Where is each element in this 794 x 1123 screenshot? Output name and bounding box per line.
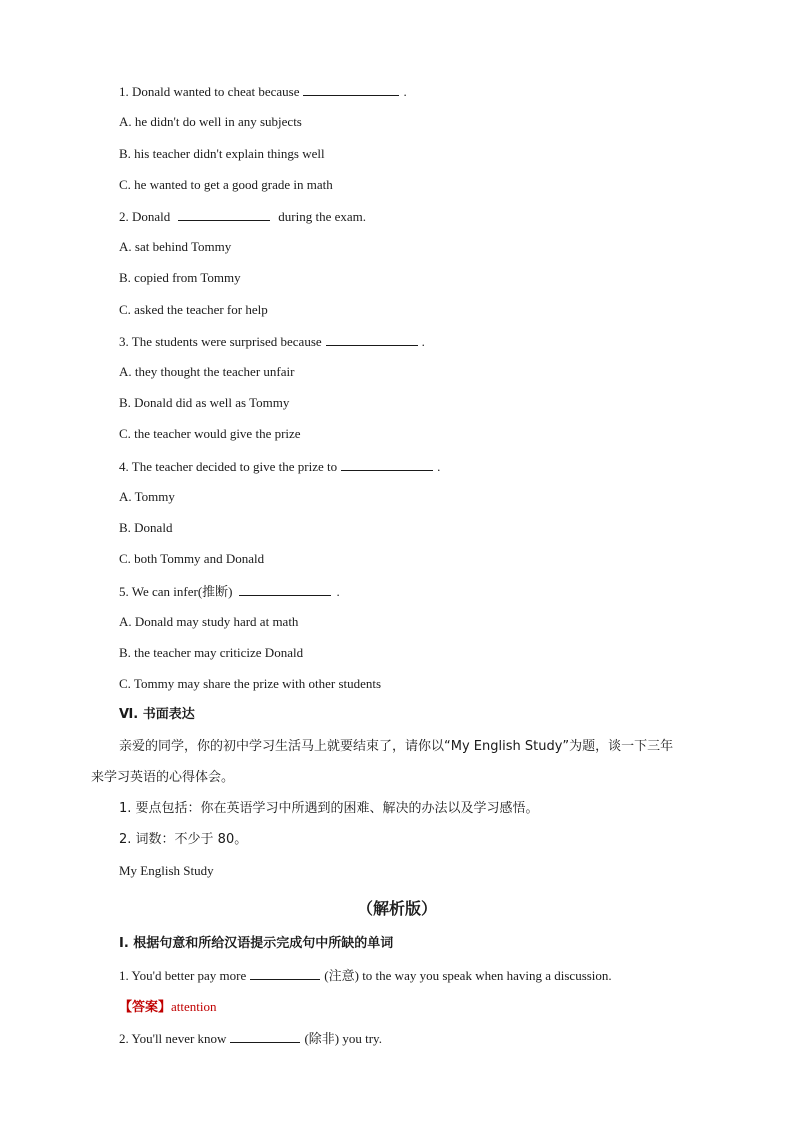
option-5a: A. Donald may study hard at math [119, 614, 299, 629]
answer-blank [326, 333, 418, 346]
option-2c: C. asked the teacher for help [119, 302, 268, 317]
option-1a: A. he didn't do well in any subjects [119, 114, 302, 129]
option-3c: C. the teacher would give the prize [119, 426, 301, 441]
analysis-question-1: 1. You'd better pay more (注意) to the way you speak when having a discussion. [119, 968, 612, 983]
analysis-heading: （解析版） [356, 899, 437, 918]
option-1b: B. his teacher didn't explain things well [119, 146, 325, 161]
answer-blank [230, 1030, 300, 1043]
question-5: 5. We can infer(推断) . [119, 584, 340, 599]
answer-blank [178, 208, 270, 221]
writing-point-2: 2. 词数：不少于 80。 [119, 832, 248, 847]
option-2a: A. sat behind Tommy [119, 239, 232, 254]
analysis-answer-1 [119, 999, 217, 1016]
writing-point-1: 1. 要点包括：你在英语学习中所遇到的困难、解决的办法以及学习感悟。 [119, 801, 539, 816]
answer-blank [303, 83, 399, 96]
option-3a: A. they thought the teacher unfair [119, 364, 295, 379]
question-2: 2. Donald during the exam. [119, 209, 367, 224]
writing-intro-line1: 亲爱的同学，你的初中学习生活马上就要结束了，请你以“My English Study”为题，谈一下三年 [119, 739, 674, 754]
question-3: 3. The students were surprised because . [119, 334, 425, 349]
option-5c: C. Tommy may share the prize with other students [119, 676, 382, 691]
writing-heading: Ⅵ. 书面表达 [119, 707, 195, 722]
answer-blank [341, 458, 433, 471]
question-1: 1. Donald wanted to cheat because . [119, 84, 407, 99]
question-4: 4. The teacher decided to give the prize to . [119, 459, 441, 474]
writing-title: My English Study [119, 863, 214, 878]
writing-intro-line2: 来学习英语的心得体会。 [91, 770, 235, 785]
answer-blank [250, 967, 320, 980]
answer-blank [239, 583, 331, 596]
option-5b: B. the teacher may criticize Donald [119, 645, 304, 660]
option-4a: A. Tommy [119, 489, 175, 504]
analysis-question-2: 2. You'll never know (除非) you try. [119, 1031, 382, 1046]
option-4c: C. both Tommy and Donald [119, 551, 265, 566]
option-3b: B. Donald did as well as Tommy [119, 395, 290, 410]
option-1c: C. he wanted to get a good grade in math [119, 177, 333, 192]
answer-tag: 【答案】 [119, 1000, 172, 1015]
analysis-section-heading: I. 根据句意和所给汉语提示完成句中所缺的单词 [119, 936, 394, 951]
option-4b: B. Donald [119, 520, 173, 535]
option-2b: B. copied from Tommy [119, 270, 241, 285]
answer-value: attention [171, 999, 217, 1014]
